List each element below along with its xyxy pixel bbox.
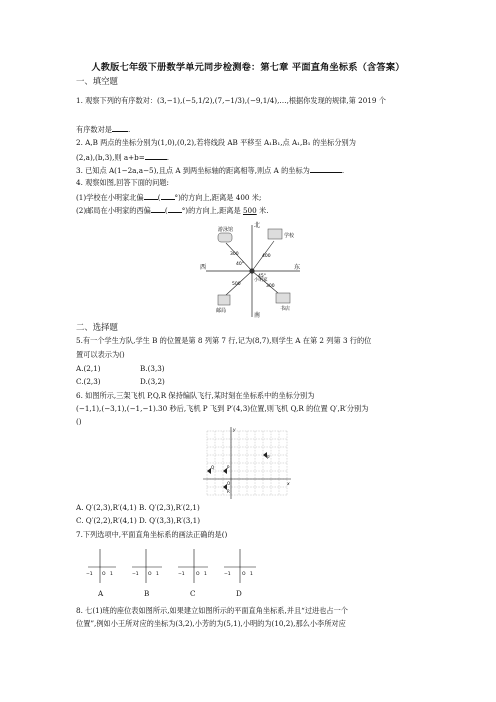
q6-line2: (−1,1),(−3,1),(−1,−1).30 秒后,飞机 P 飞到 P′(4,3)位置,则飞机 Q,R 的位置 Q′,R′分别为 — [76, 404, 369, 413]
answer-blank[interactable] — [168, 204, 182, 213]
q2-line1: 2. A,B 两点的坐标分别为(1,0),(0,2),若将线段 AB 平移至 A₁B₁,点 A₁,B₁ 的坐标分别为 — [76, 138, 356, 147]
distance-label-4: 300 — [266, 284, 275, 289]
svg-text:−1: −1 — [86, 572, 93, 577]
distance-label-2: 300 — [230, 252, 239, 257]
coordinate-grid-figure — [201, 425, 293, 501]
q2-line2: (2,a),(b,3),则 a+b= . — [76, 153, 170, 162]
grid-lines — [207, 431, 287, 495]
answer-blank[interactable] — [151, 204, 165, 213]
option-b: B.(3,3) — [140, 364, 165, 373]
compass-map-figure — [196, 219, 308, 319]
svg-text:O: O — [148, 572, 152, 577]
angle-label-2: 45° — [258, 274, 266, 279]
post-office-label: 邮局 — [216, 308, 227, 314]
q5-line1: 5.有一个学生方队,学生 B 的位置是第 8 列第 7 行,记为(8,7),则学生 A 在第 2 列第 3 行的位 — [76, 336, 372, 345]
school-label: 学校 — [284, 233, 295, 239]
east-label: 东 — [294, 264, 301, 271]
answer-blank[interactable] — [112, 123, 128, 132]
q6-options-row1: A. Q′(2,3),R′(4,1) B. Q′(2,3),R′(2,1) — [76, 503, 200, 512]
bookstore-icon — [276, 293, 290, 303]
option-a: A.(2,1) — [76, 364, 101, 373]
option-b-axes — [132, 549, 162, 583]
south-label: 南 — [254, 312, 261, 319]
section-fill-in: 一、填空题 — [76, 76, 118, 86]
q-label: Q — [211, 465, 215, 470]
q7-axes-options-figure — [86, 545, 266, 589]
q1-line2: 有序数对是 . — [76, 125, 131, 134]
answer-blank[interactable] — [161, 191, 175, 200]
svg-text:1: 1 — [250, 572, 253, 577]
q7-option-labels — [98, 589, 298, 600]
option-c: C.(2,3) — [76, 377, 101, 386]
q1-line1: 1. 观察下列的有序数对：(3,−1),(−5,1/2),(7,−1/3),(−9,1/4),…,根据你发现的规律,第 2019 个 — [76, 96, 386, 105]
svg-text:O: O — [196, 572, 200, 577]
angle-label-1: 40° — [236, 262, 244, 267]
svg-text:1: 1 — [204, 572, 207, 577]
home-marker — [249, 268, 254, 273]
q8-line2: 位置”,例如小王所对应的坐标为(3,2),小芳的为(5,1),小明的为(10,2),那么小李所对应 — [76, 619, 346, 628]
filled-answer: 500 — [242, 206, 257, 215]
origin-label: O — [227, 481, 231, 486]
west-label: 西 — [200, 264, 207, 271]
option-a-axes — [86, 549, 116, 583]
option-d: D.(3,2) — [140, 377, 165, 386]
stadium-label: 游泳馆 — [218, 227, 234, 233]
q3-line: 3. 已知点 A(1−2a,a−5),且点 A 到两坐标轴的距离相等,则点 A 的坐标为 . — [76, 166, 345, 175]
school-icon — [268, 229, 282, 239]
q4-part2: (2)邮局在小明家的西偏 ( °)的方向上,距离是 500 米. — [76, 206, 269, 215]
p-label: P — [227, 465, 230, 470]
option-a-label: A — [98, 589, 104, 598]
option-b-label: B — [144, 589, 150, 598]
distance-label-1: 400 — [262, 254, 271, 259]
stadium-icon — [218, 233, 232, 242]
svg-text:−1: −1 — [178, 572, 185, 577]
q6-line3: () — [76, 417, 82, 426]
p-prime-label: P′ — [267, 455, 271, 460]
answer-blank[interactable] — [145, 151, 167, 160]
q6-options-row2: C. Q′(2,2),R′(4,1) D. Q′(3,3),R′(3,1) — [76, 516, 201, 525]
q5-options-row1 — [76, 364, 424, 375]
q6-line1: 6. 如图所示,三架飞机 P,Q,R 保持编队飞行,某时刻在坐标系中的坐标分别为 — [76, 391, 315, 400]
distance-label-3: 500 — [232, 282, 241, 287]
page-title: 人教版七年级下册数学单元同步检测卷：第七章 平面直角坐标系（含答案） — [91, 62, 405, 73]
q4-part1: (1)学校在小明家北偏 ( °)的方向上,距离是 400 米; — [76, 193, 262, 202]
option-c-label: C — [190, 589, 196, 598]
q4-stem: 4. 观察如图,回答下面的问题: — [76, 178, 169, 187]
q8-line1: 8. 七(1)班的座位表如图所示,如果建立如图所示的平面直角坐标系,并且“过进也占一个 — [76, 606, 348, 615]
option-c-axes — [178, 549, 208, 583]
option-d-label: D — [236, 589, 242, 598]
svg-text:O: O — [102, 572, 106, 577]
q7-stem: 7.下列选项中,平面直角坐标系的画法正确的是() — [76, 530, 228, 539]
q5-line2: 置可以表示为() — [76, 350, 125, 359]
bookstore-label: 书店 — [280, 306, 291, 312]
answer-blank[interactable] — [310, 164, 342, 173]
home-label: 小明家 — [254, 278, 268, 283]
svg-text:1: 1 — [156, 572, 159, 577]
answer-blank[interactable] — [144, 191, 158, 200]
svg-text:O: O — [242, 572, 246, 577]
r-label: R — [227, 489, 230, 494]
post-office-icon — [218, 295, 230, 305]
x-axis-label: x — [287, 482, 290, 487]
section-choice: 二、选择题 — [76, 322, 118, 332]
svg-text:−1: −1 — [132, 572, 139, 577]
q5-options-row2 — [76, 377, 424, 388]
option-d-axes — [224, 549, 256, 583]
svg-text:1: 1 — [110, 572, 113, 577]
y-axis-label: y — [233, 428, 236, 433]
svg-text:−1: −1 — [224, 572, 231, 577]
north-label: 北 — [254, 222, 261, 229]
